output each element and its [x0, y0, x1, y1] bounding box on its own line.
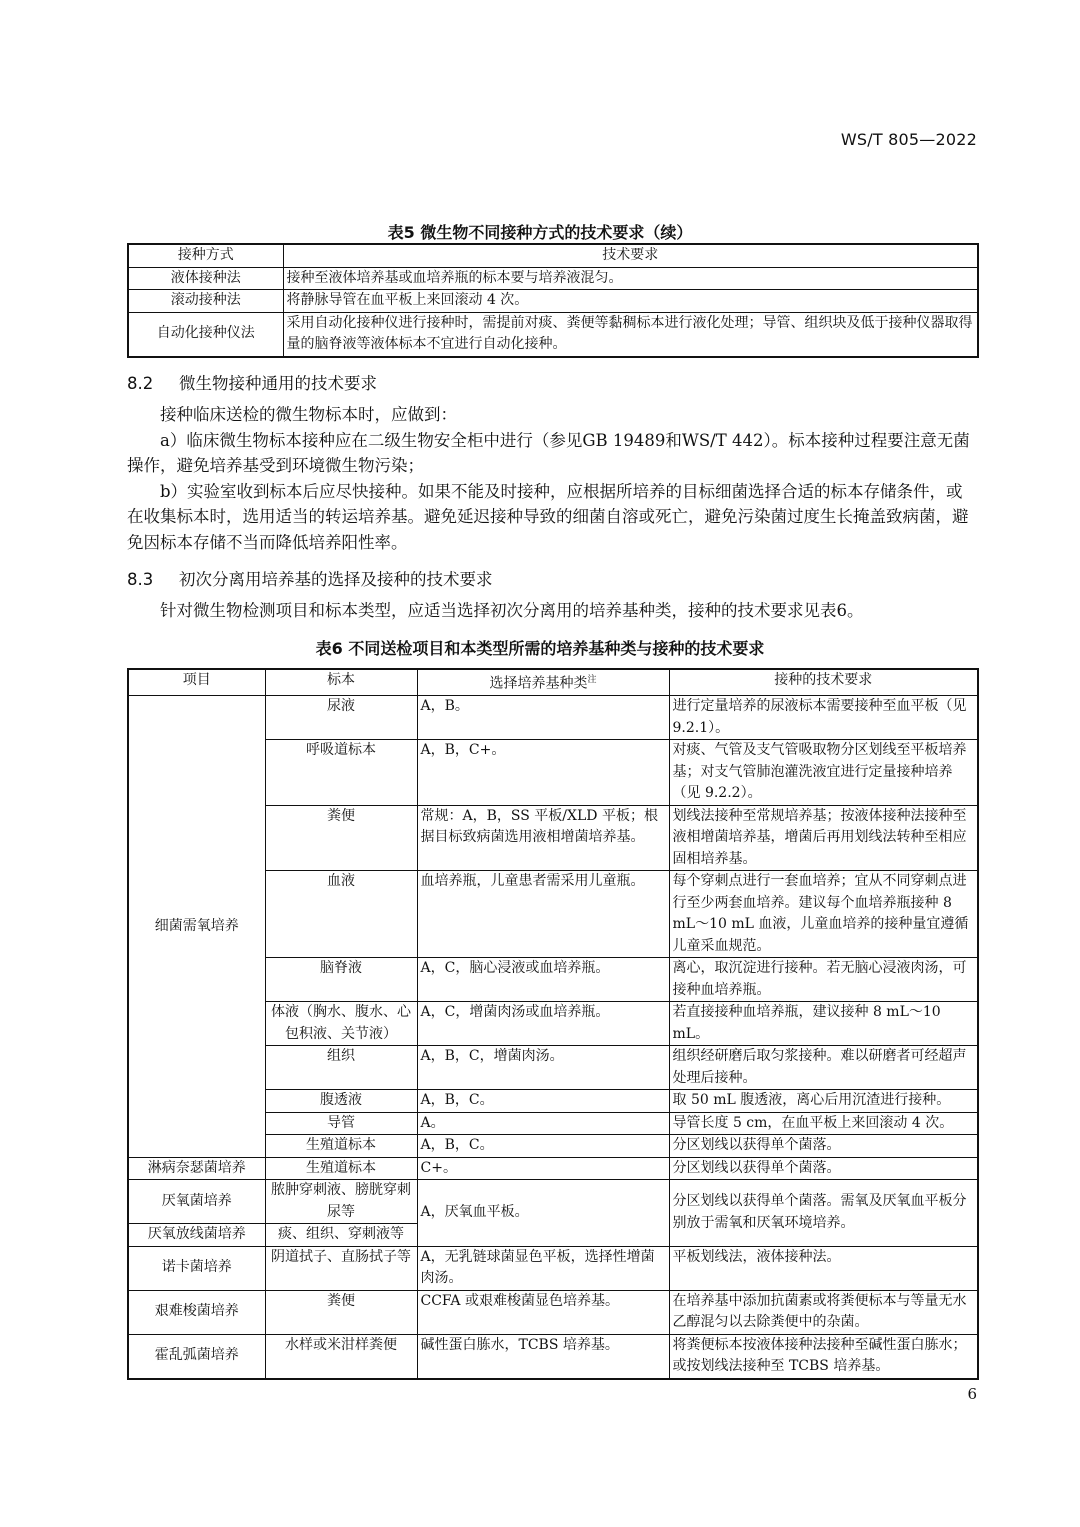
requirement-cell: 对痰、气管及支气管吸取物分区划线至平板培养基；对支气管肺泡灌洗液宜进行定量接种培养（见 9.2.2）。	[669, 740, 978, 806]
table6-header-requirement: 接种的技术要求	[669, 669, 978, 696]
media-cell: A，B，C，增菌肉汤。	[417, 1046, 669, 1090]
specimen-cell: 粪便	[265, 805, 417, 871]
table-row	[128, 696, 978, 740]
section-8-3-heading	[127, 566, 493, 590]
table-row	[128, 1157, 978, 1180]
requirement-cell: 若直接接种血培养瓶，建议接种 8 mL～10 mL。	[669, 1002, 978, 1046]
requirement-cell: 平板划线法，液体接种法。	[669, 1246, 978, 1290]
table-row	[128, 1180, 978, 1224]
item-cell: 艰难梭菌培养	[128, 1290, 265, 1334]
table-row	[128, 290, 978, 313]
table6-header-item: 项目	[128, 669, 265, 696]
specimen-cell: 脑脊液	[265, 958, 417, 1002]
table6-header-specimen: 标本	[265, 669, 417, 696]
standard-number: WS/T 805—2022	[840, 130, 977, 149]
table5-cell-method: 自动化接种仪法	[128, 312, 283, 357]
item-cell: 霍乱弧菌培养	[128, 1334, 265, 1379]
media-cell: A，B，C。	[417, 1090, 669, 1113]
requirement-cell: 分区划线以获得单个菌落。	[669, 1135, 978, 1158]
specimen-cell: 脓肿穿刺液、膀胱穿刺尿等	[265, 1180, 417, 1224]
requirement-cell: 分区划线以获得单个菌落。需氧及厌氧血平板分别放于需氧和厌氧环境培养。	[669, 1180, 978, 1247]
specimen-cell: 阴道拭子、直肠拭子等	[265, 1246, 417, 1290]
table5	[127, 243, 979, 358]
table5-cell-requirement: 采用自动化接种仪进行接种时，需提前对痰、粪便等黏稠标本进行液化处理；导管、组织块及低于接种仪器取得量的脑脊液等液体标本不宜进行自动化接种。	[283, 312, 978, 357]
specimen-cell: 粪便	[265, 1290, 417, 1334]
page-number: 6	[967, 1385, 977, 1403]
media-cell: A，C，增菌肉汤或血培养瓶。	[417, 1002, 669, 1046]
requirement-cell: 分区划线以获得单个菌落。	[669, 1157, 978, 1180]
specimen-cell: 水样或米泔样粪便	[265, 1334, 417, 1379]
media-cell: A，B，C。	[417, 1135, 669, 1158]
table5-header-requirement: 技术要求	[283, 244, 978, 267]
section-8-2-heading	[127, 370, 377, 394]
media-cell: A，无乳链球菌显色平板，选择性增菌肉汤。	[417, 1246, 669, 1290]
item-cell: 厌氧放线菌培养	[128, 1224, 265, 1247]
specimen-cell: 生殖道标本	[265, 1135, 417, 1158]
paragraph-intro: 接种临床送检的微生物标本时，应做到：	[160, 405, 457, 424]
specimen-cell: 血液	[265, 871, 417, 958]
section-number: 8.2	[127, 374, 154, 393]
media-cell: A，厌氧血平板。	[417, 1180, 669, 1247]
requirement-cell: 划线法接种至常规培养基；按液体接种法接种至液相增菌培养基，增菌后再用划线法转种至相应固相培养基。	[669, 805, 978, 871]
requirement-cell: 组织经研磨后取匀浆接种。难以研磨者可经超声处理后接种。	[669, 1046, 978, 1090]
specimen-cell: 尿液	[265, 696, 417, 740]
media-cell: 常规：A，B，SS 平板/XLD 平板；根据目标致病菌选用液相增菌培养基。	[417, 805, 669, 871]
paragraph-item-a: a）临床微生物标本接种应在二级生物安全柜中进行（参见GB 19489和WS/T 442）。标本接种过程要注意无菌操作，避免培养基受到环境微生物污染；	[127, 430, 970, 475]
table6	[127, 668, 979, 1380]
specimen-cell: 导管	[265, 1112, 417, 1135]
media-cell: A。	[417, 1112, 669, 1135]
section-8-2-body	[127, 402, 979, 555]
table-row	[128, 312, 978, 357]
section-title: 微生物接种通用的技术要求	[179, 374, 377, 393]
header-text: 选择培养基种类	[489, 675, 588, 692]
section-number: 8.3	[127, 570, 154, 589]
requirement-cell: 将粪便标本按液体接种法接种至碱性蛋白胨水；或按划线法接种至 TCBS 培养基。	[669, 1334, 978, 1379]
specimen-cell: 生殖道标本	[265, 1157, 417, 1180]
table5-header-method: 接种方式	[128, 244, 283, 267]
media-cell: A，B。	[417, 696, 669, 740]
item-cell: 诺卡菌培养	[128, 1246, 265, 1290]
section-title: 初次分离用培养基的选择及接种的技术要求	[179, 570, 493, 589]
specimen-cell: 组织	[265, 1046, 417, 1090]
section-8-3-body	[127, 598, 979, 624]
table6-header-row	[128, 669, 978, 696]
media-cell: 血培养瓶，儿童患者需采用儿童瓶。	[417, 871, 669, 958]
table-row	[128, 1290, 978, 1334]
media-cell: A，B，C+。	[417, 740, 669, 806]
table5-cell-requirement: 接种至液体培养基或血培养瓶的标本要与培养液混匀。	[283, 267, 978, 290]
media-cell: 碱性蛋白胨水，TCBS 培养基。	[417, 1334, 669, 1379]
table-row	[128, 1334, 978, 1379]
table5-cell-method: 滚动接种法	[128, 290, 283, 313]
media-cell: A，C，脑心浸液或血培养瓶。	[417, 958, 669, 1002]
table-row	[128, 267, 978, 290]
table5-cell-method: 液体接种法	[128, 267, 283, 290]
paragraph-item-b: b）实验室收到标本后应尽快接种。如果不能及时接种，应根据所培养的目标细菌选择合适的标本存储条件，或在收集标本时，选用适当的转运培养基。避免延迟接种导致的细菌自溶或死亡，避免污染菌过度生长掩盖致病菌，避免因标本存储不当而降低培养阳性率。	[127, 481, 969, 552]
requirement-cell: 离心，取沉淀进行接种。若无脑心浸液肉汤，可接种血培养瓶。	[669, 958, 978, 1002]
table6-header-media	[417, 669, 669, 696]
specimen-cell: 腹透液	[265, 1090, 417, 1113]
requirement-cell: 在培养基中添加抗菌素或将粪便标本与等量无水乙醇混匀以去除粪便中的杂菌。	[669, 1290, 978, 1334]
requirement-cell: 每个穿刺点进行一套血培养；宜从不同穿刺点进行至少两套血培养。建议每个血培养瓶接种 8 mL～10 mL 血液，儿童血培养的接种量宜遵循儿童采血规范。	[669, 871, 978, 958]
table5-header-row	[128, 244, 978, 267]
media-cell: CCFA 或艰难梭菌显色培养基。	[417, 1290, 669, 1334]
specimen-cell: 呼吸道标本	[265, 740, 417, 806]
specimen-cell: 体液（胸水、腹水、心包积液、关节液）	[265, 1002, 417, 1046]
media-cell: C+。	[417, 1157, 669, 1180]
specimen-cell: 痰、组织、穿刺液等	[265, 1224, 417, 1247]
table5-caption: 表5 微生物不同接种方式的技术要求（续）	[387, 223, 693, 242]
paragraph: 针对微生物检测项目和标本类型，应适当选择初次分离用的培养基种类，接种的技术要求见表6。	[160, 601, 864, 620]
note-mark: 注	[587, 675, 597, 685]
table-row	[128, 1246, 978, 1290]
table5-cell-requirement: 将静脉导管在血平板上来回滚动 4 次。	[283, 290, 978, 313]
table6-group-aerobic: 细菌需氧培养	[128, 696, 265, 1158]
requirement-cell: 取 50 mL 腹透液，离心后用沉渣进行接种。	[669, 1090, 978, 1113]
requirement-cell: 进行定量培养的尿液标本需要接种至血平板（见 9.2.1）。	[669, 696, 978, 740]
item-cell: 淋病奈瑟菌培养	[128, 1157, 265, 1180]
item-cell: 厌氧菌培养	[128, 1180, 265, 1224]
requirement-cell: 导管长度 5 cm，在血平板上来回滚动 4 次。	[669, 1112, 978, 1135]
table6-caption: 表6 不同送检项目和本类型所需的培养基种类与接种的技术要求	[315, 639, 765, 658]
